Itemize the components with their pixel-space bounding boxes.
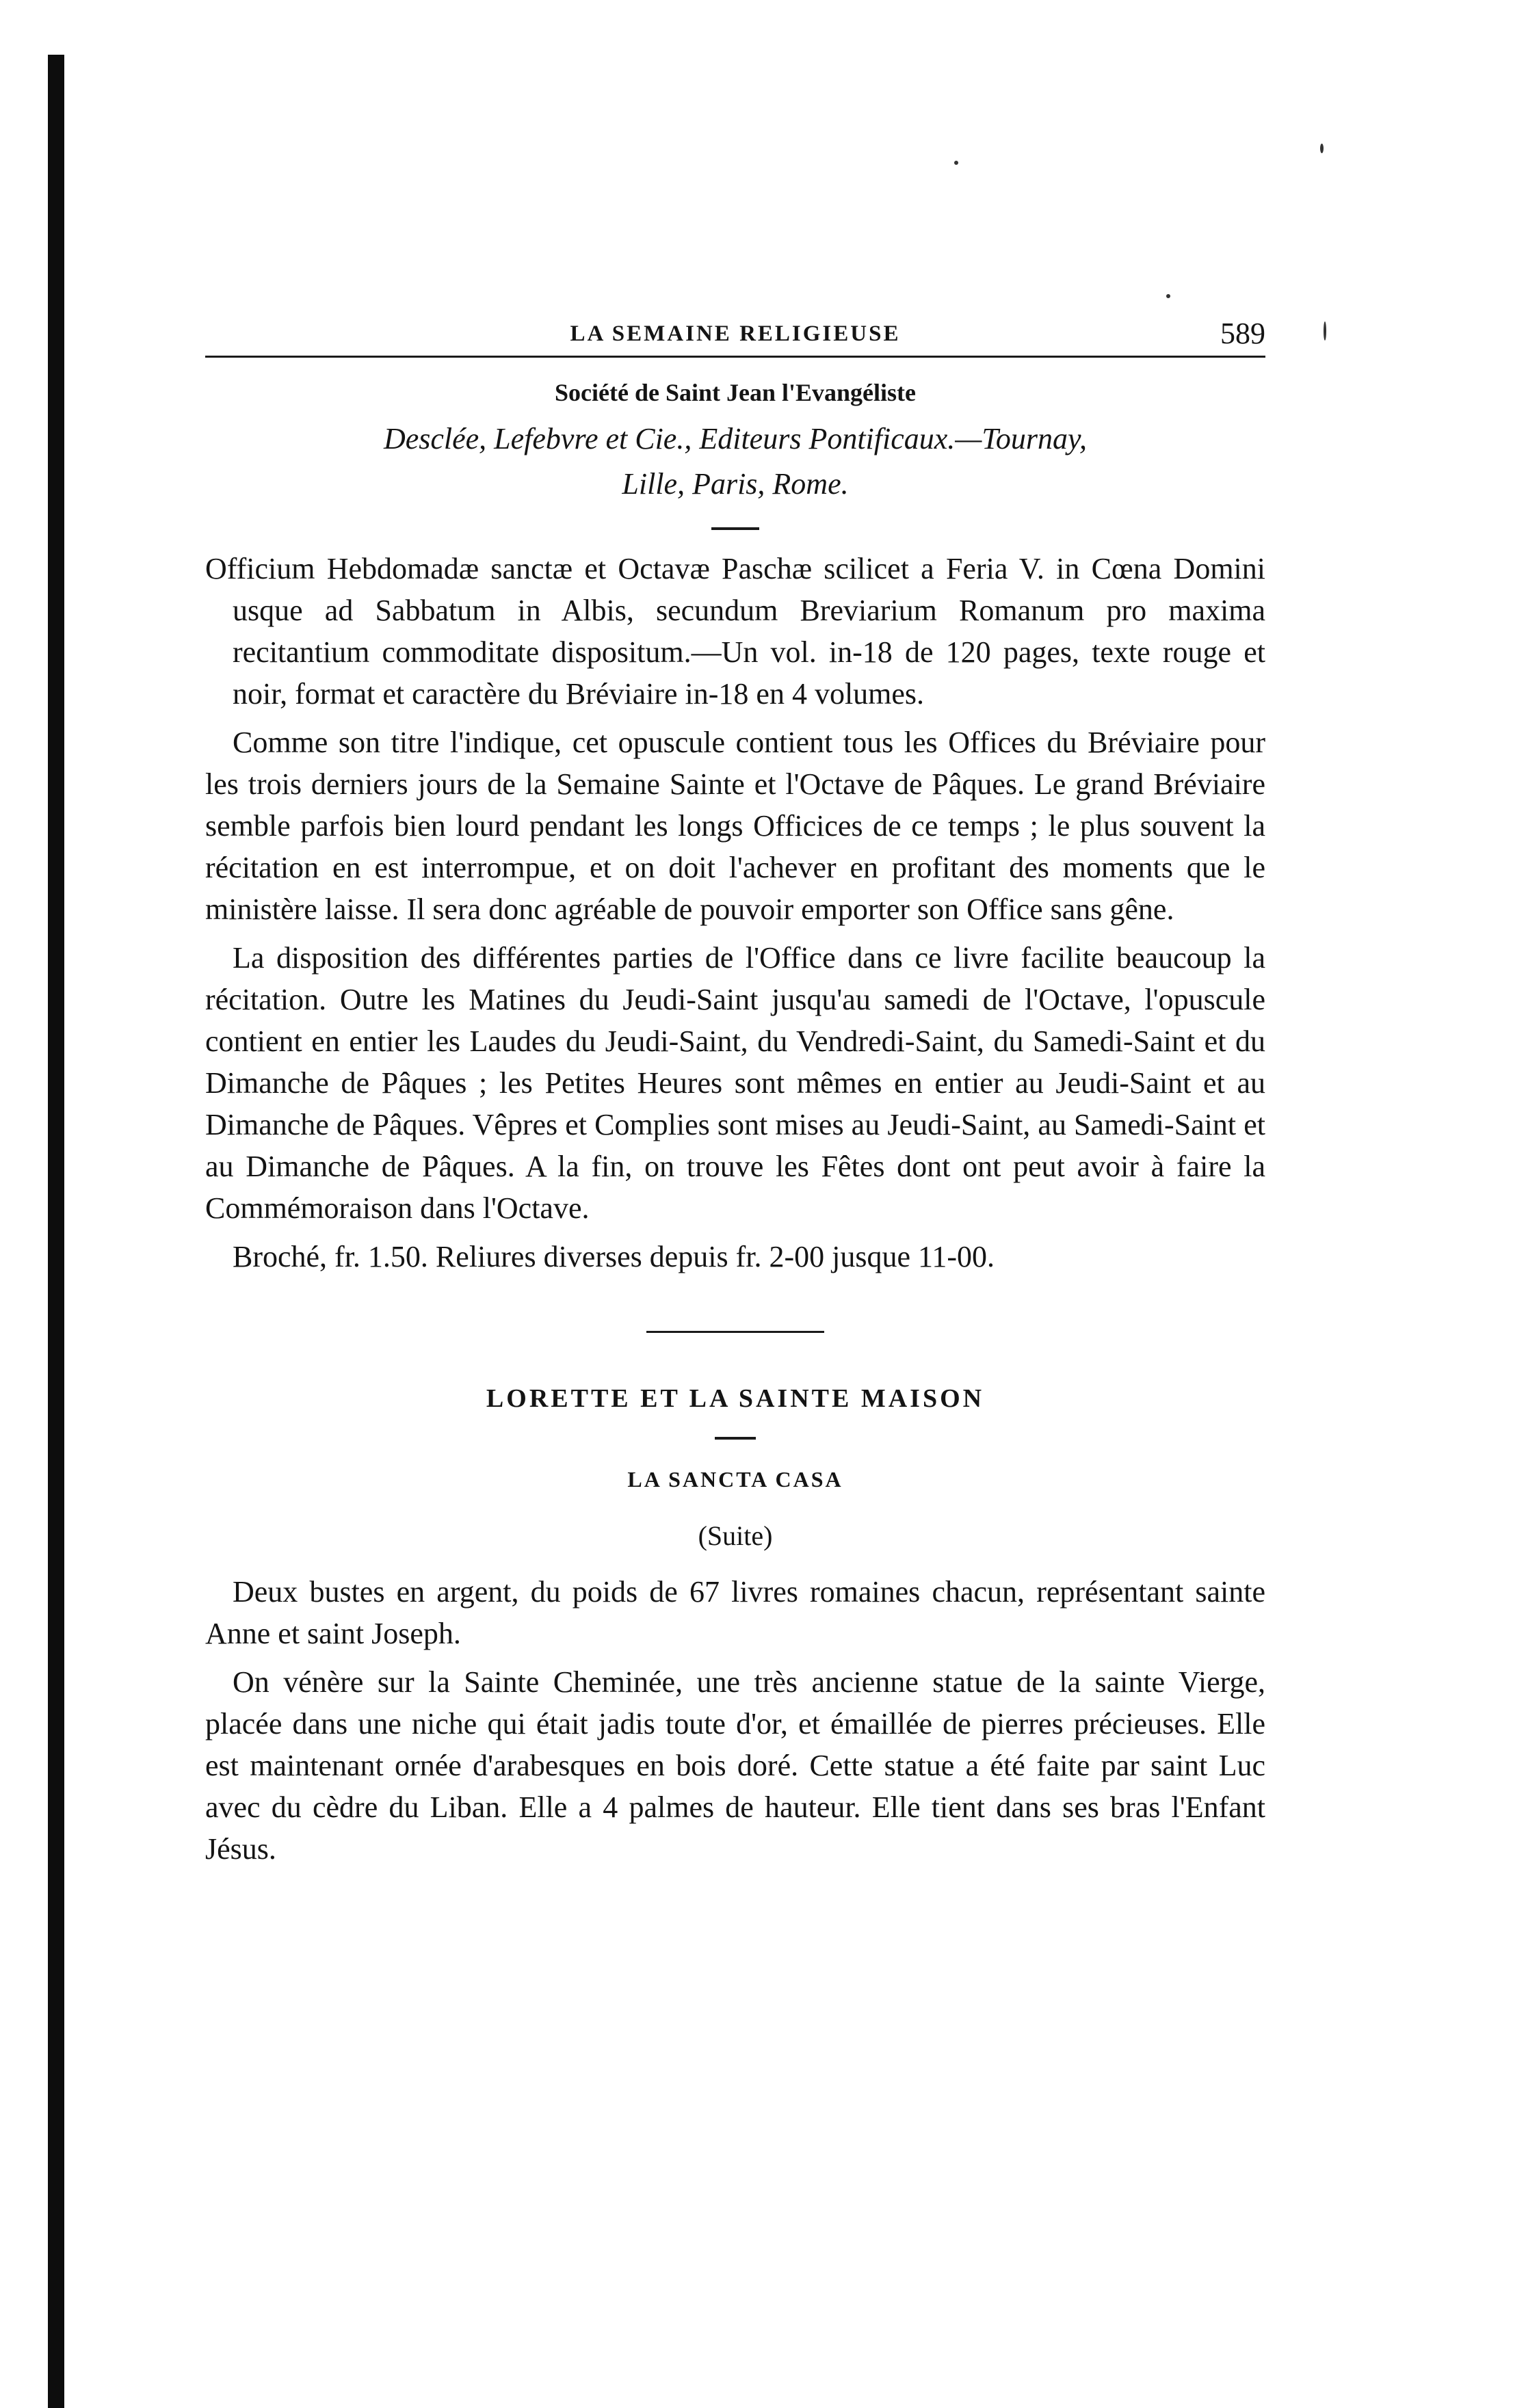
section-separator — [646, 1331, 824, 1333]
running-head — [205, 301, 1265, 356]
binding-edge — [48, 55, 64, 2408]
page-number: 589 — [1220, 317, 1265, 350]
article-paragraph: On vénère sur la Sainte Cheminée, une très ancienne statue de la sainte Vierge, placée dans une niche qui était jadis toute d'or, et émaillée de pierres précieuses. Elle est maintenant ornée d'arabesques en bois doré. Cette statue a été faite par saint Luc avec du cèdre du Liban. Elle a 4 palmes de hauteur. Elle tient dans ses bras l'Enfant Jésus. — [205, 1665, 1265, 1866]
book-entry: Officium Hebdomadæ sanctæ et Octavæ Paschæ scilicet a Feria V. in Cœna Domini usque ad Sabbatum in Albis, secundum Breviarium Romanum pro maxima recitantium commoditate dispositum.—Un vol. in-18 de 120 pages, texte rouge et noir, format et caractère du Bréviaire in-18 en 4 volumes. — [205, 552, 1265, 711]
publisher-line: Desclée, Lefebvre et Cie., Editeurs Pontificaux.—Tournay, — [383, 422, 1088, 455]
short-rule — [711, 527, 759, 530]
publisher-cities: Lille, Paris, Rome. — [622, 467, 849, 501]
price-line: Broché, fr. 1.50. Reliures diverses depuis fr. 2-00 jusque 11-00. — [233, 1240, 995, 1273]
running-title: LA SEMAINE RELIGIEUSE — [570, 321, 901, 346]
society-name: Société de Saint Jean l'Evangéliste — [555, 379, 916, 406]
article — [205, 1384, 1265, 1870]
review-paragraph: La disposition des différentes parties de l'Office dans ce livre facilite beaucoup la récitation. Outre les Matines du Jeudi-Saint jusqu'au samedi de l'Octave, l'opuscule contient en entier les Laudes du Jeudi-Saint, du Vendredi-Saint, du Samedi-Saint et du Dimanche de Pâques ; les Petites Heures sont mêmes en entier au Jeudi-Saint et au Dimanche de Pâques. Vêpres et Complies sont mises au Jeudi-Saint, au Samedi-Saint et au Dimanche de Pâques. A la fin, on trouve les Fêtes dont ont peut avoir à faire la Commémoraison dans l'Octave. — [205, 941, 1265, 1225]
continuation-label: (Suite) — [698, 1520, 773, 1551]
scan-speck — [1320, 144, 1324, 153]
scan-speck — [1166, 294, 1170, 298]
article-title: LORETTE ET LA SAINTE MAISON — [486, 1384, 985, 1413]
scan-speck — [1324, 321, 1326, 341]
book-review — [205, 378, 1265, 1278]
article-subtitle: LA SANCTA CASA — [627, 1467, 843, 1492]
scan-speck — [954, 161, 958, 165]
header-rule — [205, 356, 1265, 358]
article-paragraph: Deux bustes en argent, du poids de 67 livres romaines chacun, représentant sainte Anne et saint Joseph. — [205, 1575, 1265, 1650]
review-paragraph: Comme son titre l'indique, cet opuscule contient tous les Offices du Bréviaire pour les trois derniers jours de la Semaine Sainte et l'Octave de Pâques. Le grand Bréviaire semble parfois bien lourd pendant les longs Officices de ce temps ; le plus souvent la récitation en est interrompue, et on doit l'achever en profitant des moments que le ministère laisse. Il sera donc agréable de pouvoir emporter son Office sans gêne. — [205, 726, 1265, 926]
short-rule — [715, 1437, 756, 1440]
page — [205, 301, 1265, 1877]
